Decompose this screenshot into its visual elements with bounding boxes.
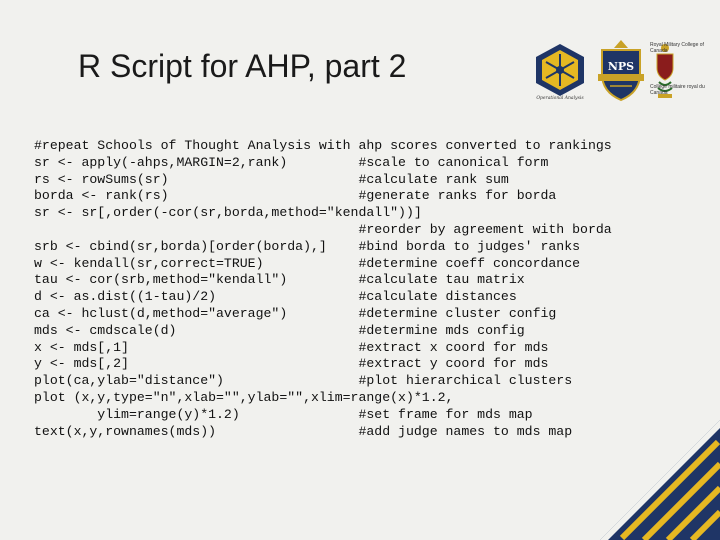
nps-logo xyxy=(592,38,650,104)
code-line: x <- mds[,1] #extract x coord for mds xyxy=(34,339,549,355)
slide-title: R Script for AHP, part 2 xyxy=(78,48,407,84)
r-code-block xyxy=(34,138,612,440)
code-line: mds <- cmdscale(d) #determine mds config xyxy=(34,322,525,338)
code-line: w <- kendall(sr,correct=TRUE) #determine coeff concordance xyxy=(34,255,581,271)
rmc-name-en: Royal Military College of Canada xyxy=(650,42,704,54)
code-line: tau <- cor(srb,method="kendall") #calculate tau matrix xyxy=(34,272,525,288)
code-line: rs <- rowSums(sr) #calculate rank sum xyxy=(34,171,509,187)
code-line: srb <- cbind(sr,borda)[order(borda),] #bind borda to judges' ranks xyxy=(34,238,581,254)
code-line: #reorder by agreement with borda xyxy=(34,221,612,237)
code-line: borda <- rank(rs) #generate ranks for borda xyxy=(34,188,557,204)
code-line: sr <- apply(-ahps,MARGIN=2,rank) #scale to canonical form xyxy=(34,154,549,170)
code-line: plot (x,y,type="n",xlab="",ylab="",xlim=range(x)*1.2, xyxy=(34,389,454,405)
operational-analysis-caption: Operational Analysis xyxy=(536,96,584,100)
code-line: #repeat Schools of Thought Analysis with ahp scores converted to rankings xyxy=(34,138,612,153)
operational-analysis-logo xyxy=(532,42,588,100)
code-line: text(x,y,rownames(mds)) #add judge names to mds map xyxy=(34,423,573,439)
rmc-name-fr: Collège militaire royal du Canada xyxy=(650,84,705,96)
code-line: sr <- sr[,order(-cor(sr,borda,method="kendall"))] xyxy=(34,205,422,221)
corner-stripes-decoration xyxy=(600,420,720,540)
code-line: d <- as.dist((1-tau)/2) #calculate distances xyxy=(34,289,517,305)
code-line: ca <- hclust(d,method="average") #determine cluster config xyxy=(34,305,557,321)
code-line: plot(ca,ylab="distance") #plot hierarchical clusters xyxy=(34,373,573,389)
code-line: y <- mds[,2] #extract y coord for mds xyxy=(34,356,549,372)
nps-text: NPS xyxy=(607,60,635,73)
code-line: ylim=range(y)*1.2) #set frame for mds map xyxy=(34,406,533,422)
